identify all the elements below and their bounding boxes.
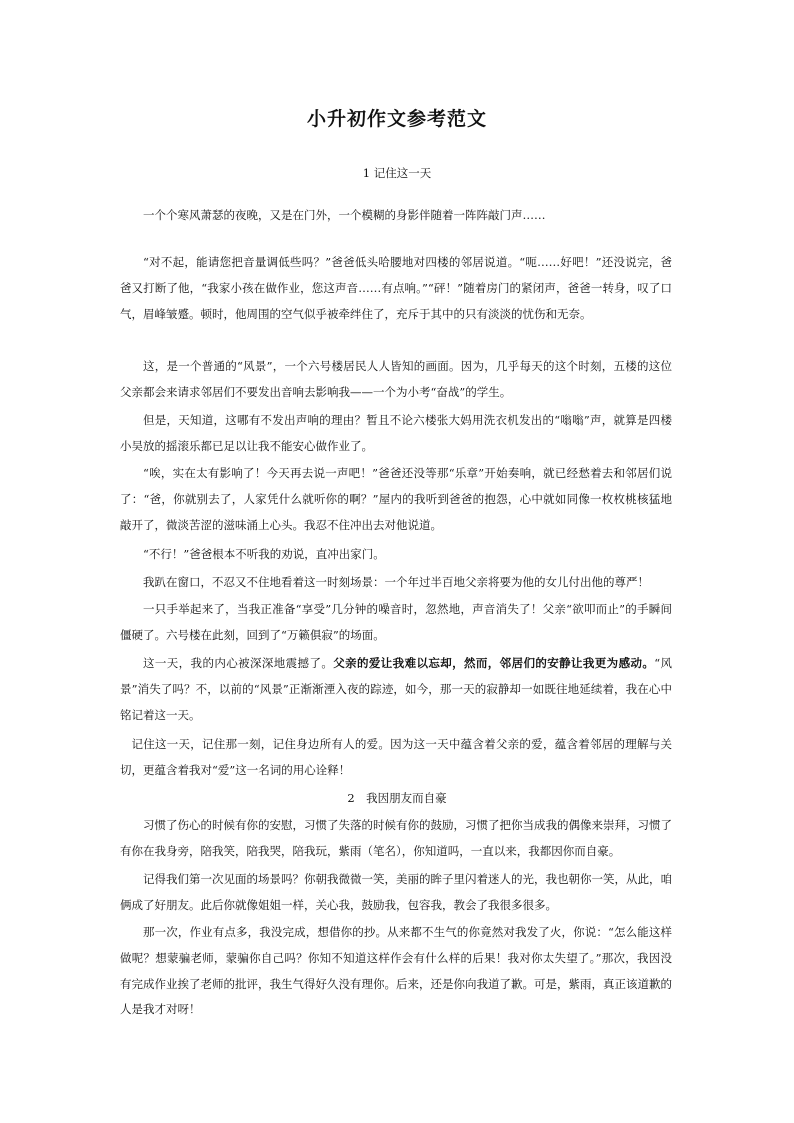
paragraph-10: 记住这一天，记住那一刻，记住身边所有人的爱。因为这一天中蕴含着父亲的爱，蕴含着邻居的理解与关切，更蕴含着我对“爱”这一名词的用心诠释！ [120,737,672,777]
paragraph-4: 但是，天知道，这哪有不发出声响的理由？暂且不论六楼张大妈用洗衣机发出的“嗡嗡”声，就算是四楼小吴放的摇滚乐都已足以让我不能安心做作业了。 [120,413,672,453]
paragraph-9 [120,651,672,728]
paragraph-12: 记得我们第一次见面的场景吗？你朝我微微一笑，美丽的眸子里闪着迷人的光，我也朝你一笑，从此，咱俩成了好朋友。此后你就像姐姐一样，关心我，鼓励我，包容我，教会了我很多很多。 [120,872,672,912]
paragraph-9-part-1: 这一天，我的内心被深深地震撼了。 [143,656,334,670]
paragraph-8: 一只手举起来了，当我正准备“享受”几分钟的噪音时，忽然地，声音消失了！父亲“欲叩而止”的手瞬间僵硬了。六号楼在此刻，回到了“万籁俱寂”的场面。 [120,602,672,642]
paragraph-9-emphasis: 父亲的爱让我难以忘却，然而，邻居们的安静让我更为感动。 [333,656,655,670]
paragraph-1: 一个个寒风萧瑟的夜晚，又是在门外，一个模糊的身影伴随着一阵阵敲门声…… [143,208,546,222]
paragraph-2: “对不起，能请您把音量调低些吗？”爸爸低头哈腰地对四楼的邻居说道。“呃……好吧！”还没说完，爸爸又打断了他，“我家小孩在做作业，您这声音……有点响。”“砰！”随着房门的紧闭声，爸爸一转身，叹了口气，眉峰皱蹙。顿时，他周围的空气似乎被牵绊住了，充斥于其中的只有淡淡的忧伤和无奈。 [120,255,672,321]
page-title: 小升初作文参考范文 [306,108,487,130]
paragraph-3: 这，是一个普通的“风景”，一个六号楼居民人人皆知的画面。因为，几乎每天的这个时刻，五楼的这位父亲都会来请求邻居们不要发出音响去影响我——一个为小考“奋战”的学生。 [120,359,672,399]
paragraph-13: 那一次，作业有点多，我没完成，想借你的抄。从来都不生气的你竟然对我发了火，你说：“怎么能这样做呢？想蒙骗老师，蒙骗你自己吗？你知不知道这样作会有什么样的后果！我对你太失望了。”那次，我因没有完成作业挨了老师的批评，我生气得好久没有理你。后来，还是你向我道了歉。可是，紫雨，真正该道歉的人是我才对呀！ [120,925,672,1017]
paragraph-6: “不行！”爸爸根本不听我的劝说，直冲出家门。 [143,547,385,561]
paragraph-5: “唉，实在太有影响了！今天再去说一声吧！”爸爸还没等那“乐章”开始奏响，就已经愁着去和邻居们说了：“爸，你就别去了，人家凭什么就听你的啊？”屋内的我听到爸爸的抱怨，心中就如同像一枚枚桃核猛地敲开了，微淡苦涩的滋味涌上心头。我忍不住冲出去对他说道。 [120,466,672,532]
paragraph-7: 我趴在窗口，不忍又不住地看着这一时刻场景：一个年过半百地父亲将要为他的女儿付出他的尊严！ [143,575,649,589]
section-heading-1: 1 记住这一天 [362,166,432,180]
section-heading-2: 2 我因朋友而自豪 [347,791,447,805]
paragraph-9-part-2: “风景”消失了吗？不，以前的“风景”正渐渐湮入夜的踪迹，如今，那一天的寂静却一如既往地延续着，我在心中铭记着这一天。 [120,656,673,722]
paragraph-11: 习惯了伤心的时候有你的安慰，习惯了失落的时候有你的鼓励，习惯了把你当成我的偶像来崇拜，习惯了有你在我身旁，陪我笑，陪我哭，陪我玩，紫雨（笔名），你知道吗，一直以来，我都因你而自豪。 [120,818,672,858]
